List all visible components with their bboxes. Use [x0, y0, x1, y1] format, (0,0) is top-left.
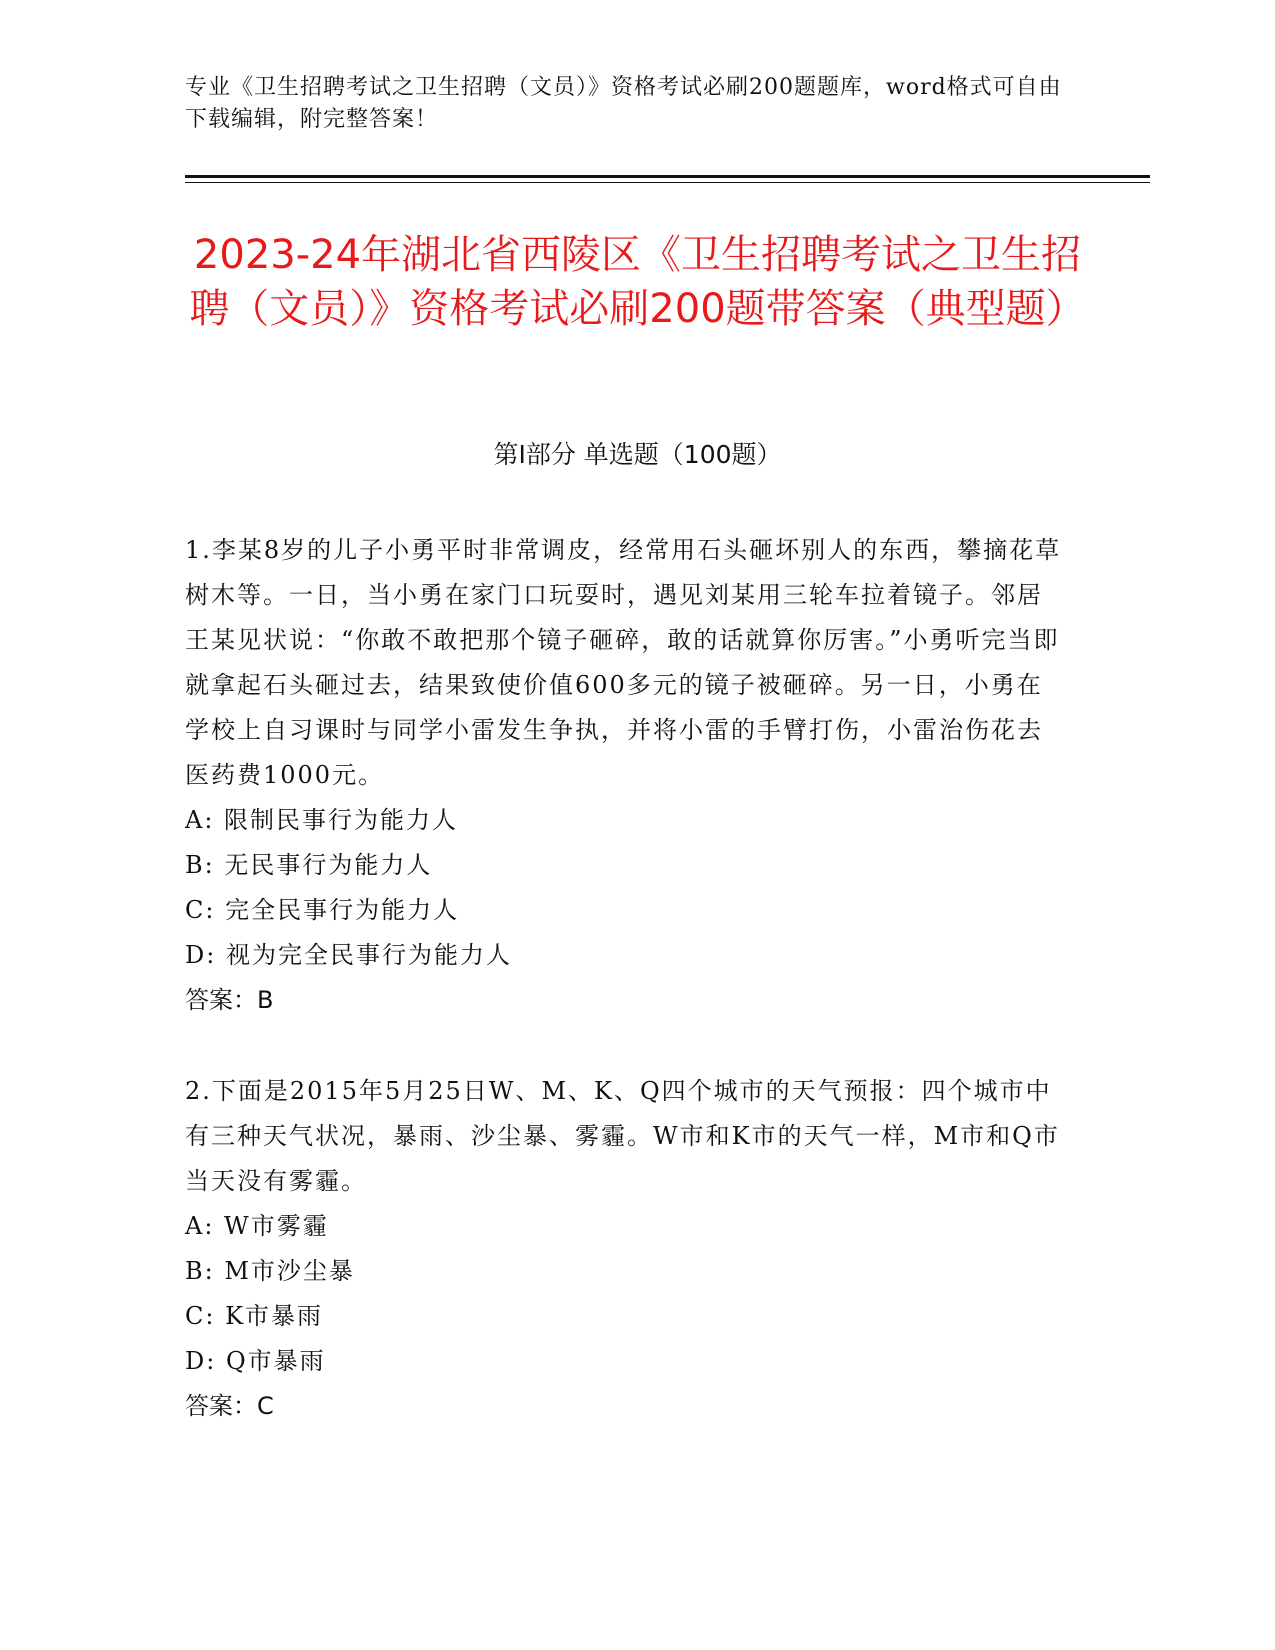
section-heading: 第I部分 单选题（100题）	[493, 440, 782, 469]
option-b: B: 无民事行为能力人	[185, 851, 433, 879]
answer: 答案：B	[185, 986, 274, 1014]
question-2	[185, 1069, 1065, 1429]
header-rule-thin	[185, 182, 1150, 183]
option-a: A: 限制民事行为能力人	[185, 806, 459, 834]
question-stem: 1.李某8岁的儿子小勇平时非常调皮，经常用石头砸坏别人的东西，攀摘花草树木等。一日，当小勇在家门口玩耍时，遇见刘某用三轮车拉着镜子。邻居王某见状说：“你敢不敢把那个镜子砸碎，敢的话就算你厉害。”小勇听完当即就拿起石头砸过去，结果致使价值600多元的镜子被砸碎。另一日，小勇在学校上自习课时与同学小雷发生争执，并将小雷的手臂打伤，小雷治伤花去医药费1000元。	[185, 536, 1062, 789]
option-d: D: 视为完全民事行为能力人	[185, 941, 512, 969]
document-title: 2023-24年湖北省西陵区《卫生招聘考试之卫生招聘（文员）》资格考试必刷200题带答案（典型题）	[189, 232, 1086, 332]
option-c: C: K市暴雨	[185, 1302, 324, 1330]
header-rule-thick	[185, 175, 1150, 178]
option-c: C: 完全民事行为能力人	[185, 896, 460, 924]
option-a: A: W市雾霾	[185, 1212, 329, 1240]
option-b: B: M市沙尘暴	[185, 1257, 355, 1285]
question-1	[185, 528, 1065, 1023]
answer: 答案：C	[185, 1392, 274, 1420]
question-stem: 2.下面是2015年5月25日W、M、K、Q四个城市的天气预报：四个城市中有三种天气状况，暴雨、沙尘暴、雾霾。W市和K市的天气一样，M市和Q市当天没有雾霾。	[185, 1077, 1060, 1195]
question-list	[185, 528, 1065, 1475]
option-d: D: Q市暴雨	[185, 1347, 326, 1375]
header-note: 专业《卫生招聘考试之卫生招聘（文员）》资格考试必刷200题题库，word格式可自由下载编辑，附完整答案！	[185, 75, 1062, 132]
